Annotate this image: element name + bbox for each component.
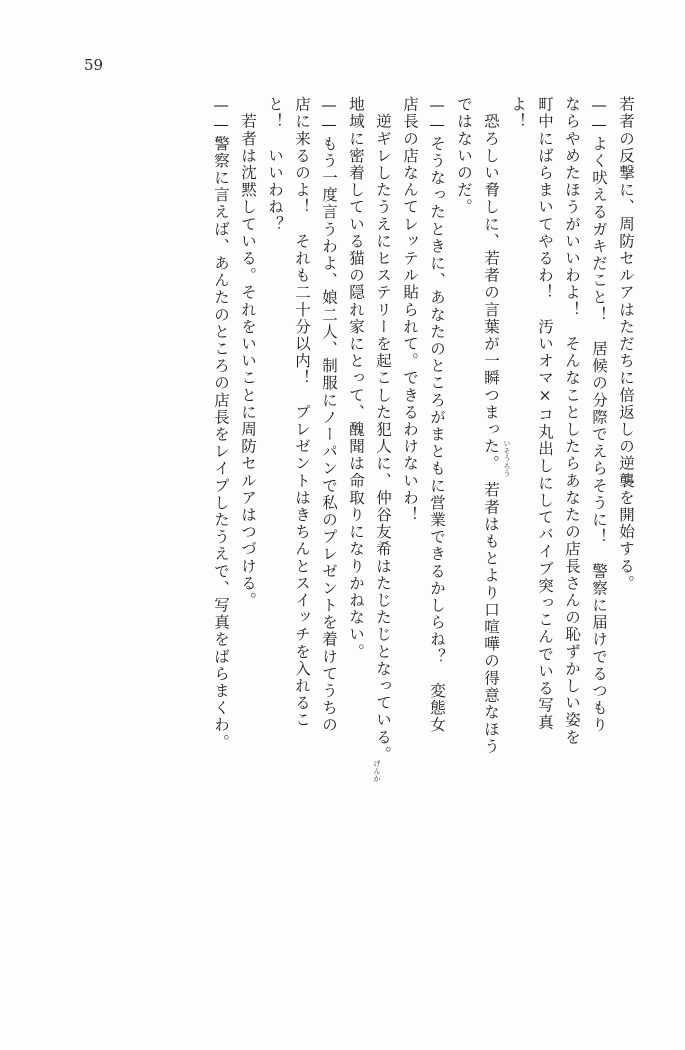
text-column: 若者の反撃に、周防セルアはただちに倍返しの逆襲を開始する。 (617, 96, 635, 592)
text-column: 店長の店なんてレッテル貼られて。できるわけないわ！ (401, 96, 419, 524)
text-column-with-furigana (471, 96, 498, 1006)
furigana-genka: げんか (373, 760, 381, 783)
text-column: ——よく吠えるガキだこと！ 居候の分際でえらそうに！ 警察に届けでるつもり (590, 96, 608, 734)
text-column: 町中にばらまいてやるわ！ 汚いオマ×コ丸出しにしてバイブ突っこんでいる写真 (536, 96, 554, 732)
text-column: ——警察に言えば、あんたのところの店長をレイプしたうえで、写真をばらまくわ。 (212, 96, 230, 751)
body-text (62, 96, 633, 1006)
text-column: よ！ (509, 96, 527, 131)
text-column: ではないのだ。 (455, 96, 473, 216)
text-column-content: 恐ろしい脅しに、若者の言葉が一瞬つまった。 若者はもとより口喧嘩の得意なほう (482, 96, 500, 756)
furigana-izourou: いそうろう (503, 440, 511, 478)
text-column-with-furigana (552, 96, 579, 1006)
text-column: 店に来るのよ！ それも二十分以内！ プレゼントはきちんとスイッチを入れるこ (293, 96, 311, 729)
page-number: 59 (84, 56, 104, 74)
text-column: と！ いいわね？ (266, 96, 284, 233)
text-column-content: ならやめたほうがいいわよ！ そんなことしたらあなたの店長さんの恥ずかしい姿を (563, 96, 581, 746)
text-column: 逆ギレしたうえにヒステリーを起こした犯人に、仲谷友希はたじたじとなっている。 (374, 96, 392, 763)
text-column: ——もう一度言うわよ、娘二人、制服にノーパンで私のプレゼントを着けてうちの (320, 96, 338, 734)
text-column: 地域に密着している猫の隠れ家にとって、醜聞は命取りになりかねない。 (347, 96, 365, 661)
text-column: 若者は沈黙している。それをいいことに周防セルアはつづける。 (239, 96, 257, 609)
text-column: ——そうなったときに、あなたのところがまともに営業できるかしらね？ 変態女 (428, 96, 446, 734)
